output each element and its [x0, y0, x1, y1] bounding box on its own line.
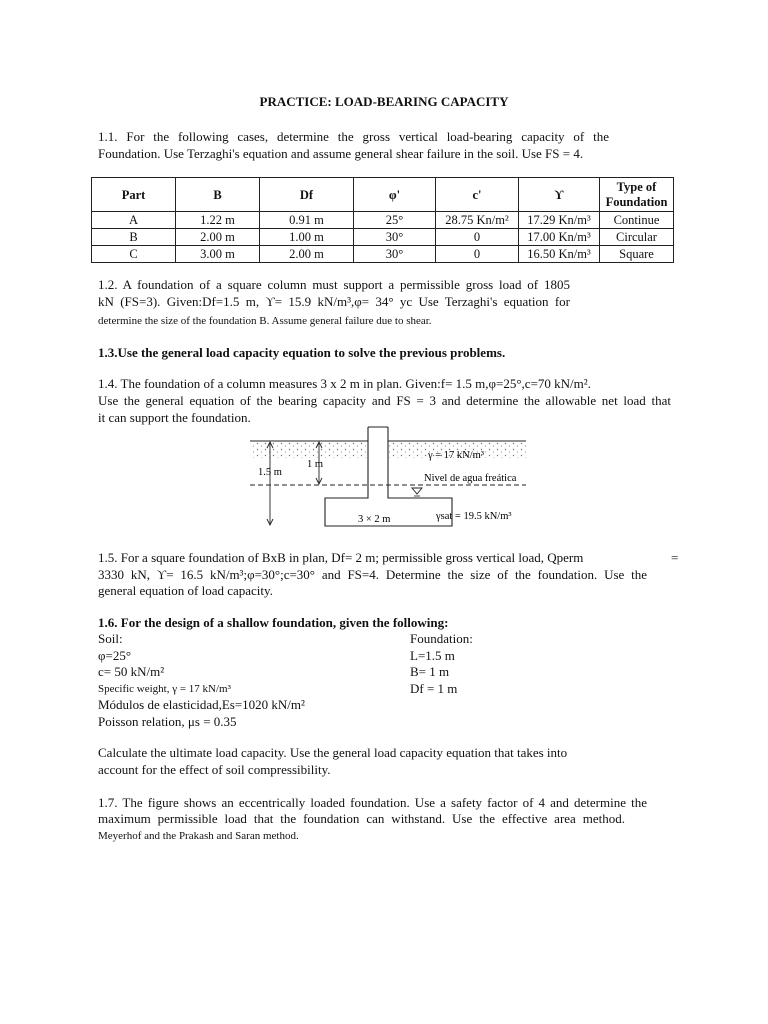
parameters-table: [91, 177, 674, 263]
table-cell: 0.91 m: [260, 212, 354, 229]
table-cell: Continue: [600, 212, 674, 229]
problem-1-4-line3: it can support the foundation.: [98, 410, 251, 425]
foundation-width: B= 1 m: [410, 664, 450, 679]
table-cell: 0: [436, 229, 519, 246]
foundation-depth: Df = 1 m: [410, 680, 458, 696]
problem-1-5-equals: =: [671, 550, 679, 565]
foundation-figure: [240, 424, 540, 534]
table-cell: 30°: [354, 229, 436, 246]
soil-modulus: Módulos de elasticidad,Es=1020 kN/m²: [98, 697, 305, 712]
problem-1-4-line1: 1.4. The foundation of a column measures 3 x 2 m in plan. Given:f= 1.5 m,φ=25°,c=70 kN/m².: [98, 376, 591, 391]
problem-1-2-line2: kN (FS=3). Given:Df=1.5 m, ϒ= 15.9 kN/m³,φ= 34° yc Use Terzaghi's equation for: [98, 294, 570, 309]
water-table-symbol: [412, 488, 422, 494]
table-cell: 3.00 m: [176, 246, 260, 263]
header-b: B: [176, 178, 260, 212]
soil-poisson: Poisson relation, μs = 0.35: [98, 713, 237, 729]
table-cell: 1.22 m: [176, 212, 260, 229]
problem-1-5-line3: general equation of load capacity.: [98, 583, 273, 598]
table-row: [92, 229, 674, 246]
header-type: Type of Foundation: [600, 178, 674, 212]
soil-texture-left: [250, 442, 368, 458]
table-header-row: [92, 178, 674, 212]
problem-1-5-line2: 3330 kN, ϒ= 16.5 kN/m³;φ=30°;c=30° and FS=4. Determine the size of the foundation. Use the: [98, 567, 647, 582]
table-row: [92, 212, 674, 229]
soil-unit-weight: Specific weight, γ = 17 kN/m³: [98, 682, 231, 695]
page-title: PRACTICE: LOAD-BEARING CAPACITY: [259, 94, 509, 109]
header-c: c': [436, 178, 519, 212]
table-cell: Square: [600, 246, 674, 263]
soil-label: Soil:: [98, 631, 123, 646]
table-cell: A: [92, 212, 176, 229]
foundation-length: L=1.5 m: [410, 647, 455, 663]
foundation-column: [410, 631, 610, 697]
table-cell: 30°: [354, 246, 436, 263]
table-cell: 17.00 Kn/m³: [519, 229, 600, 246]
problem-1-4-line2: Use the general equation of the bearing capacity and FS = 3 and determine the allowable net load that: [98, 393, 671, 408]
gamma-label: γ = 17 kN/m³: [428, 450, 485, 461]
table-cell: 16.50 Kn/m³: [519, 246, 600, 263]
problem-1-2-line1: 1.2. A foundation of a square column must support a permissible gross load of 1805: [98, 277, 570, 292]
problem-1-5-line1: 1.5. For a square foundation of BxB in plan, Df= 2 m; permissible gross vertical load, Qperm: [98, 550, 584, 565]
table-cell: 28.75 Kn/m²: [436, 212, 519, 229]
problem-1-7-line2: maximum permissible load that the foundation can withstand. Use the effective area method.: [98, 811, 625, 826]
problem-1-7-line3: Meyerhof and the Prakash and Saran method.: [98, 830, 299, 842]
header-phi: φ': [354, 178, 436, 212]
table-row: [92, 246, 674, 263]
header-gamma: ϒ: [519, 178, 600, 212]
table-cell: 17.29 Kn/m³: [519, 212, 600, 229]
problem-1-1-line2: Foundation. Use Terzaghi's equation and assume general shear failure in the soil. Use FS = 4.: [98, 146, 584, 161]
problem-1-1-line1: 1.1. For the following cases, determine the gross vertical load-bearing capacity of the: [98, 129, 609, 144]
table-cell: 1.00 m: [260, 229, 354, 246]
problem-1-6-calc-line2: account for the effect of soil compressibility.: [98, 762, 331, 777]
problem-1-6-calc-line1: Calculate the ultimate load capacity. Use the general load capacity equation that takes into: [98, 745, 568, 760]
foundation-label: Foundation:: [410, 631, 473, 646]
water-table-label: Nivel de agua freática: [424, 473, 517, 484]
table-cell: C: [92, 246, 176, 263]
dim-15m-label: 1.5 m: [258, 467, 282, 478]
header-df: Df: [260, 178, 354, 212]
table-cell: 0: [436, 246, 519, 263]
table-cell: Circular: [600, 229, 674, 246]
gamma-sat-label: γsat = 19.5 kN/m³: [436, 511, 512, 522]
footing-size-label: 3 × 2 m: [358, 514, 391, 525]
table-cell: B: [92, 229, 176, 246]
problem-1-7-line1: 1.7. The figure shows an eccentrically loaded foundation. Use a safety factor of 4 and determine the: [98, 795, 647, 810]
problem-1-6-heading: 1.6. For the design of a shallow foundation, given the following:: [98, 615, 449, 630]
problem-1-2-line3: determine the size of the foundation B. Assume general failure due to shear.: [98, 315, 432, 327]
header-part: Part: [92, 178, 176, 212]
soil-phi: φ=25°: [98, 647, 132, 663]
table-cell: 2.00 m: [176, 229, 260, 246]
dim-1m-label: 1 m: [307, 459, 324, 470]
soil-column: [98, 631, 398, 730]
table-cell: 25°: [354, 212, 436, 229]
table-cell: 2.00 m: [260, 246, 354, 263]
problem-1-3: 1.3.Use the general load capacity equation to solve the previous problems.: [98, 345, 506, 360]
soil-cohesion: c= 50 kN/m²: [98, 664, 165, 679]
